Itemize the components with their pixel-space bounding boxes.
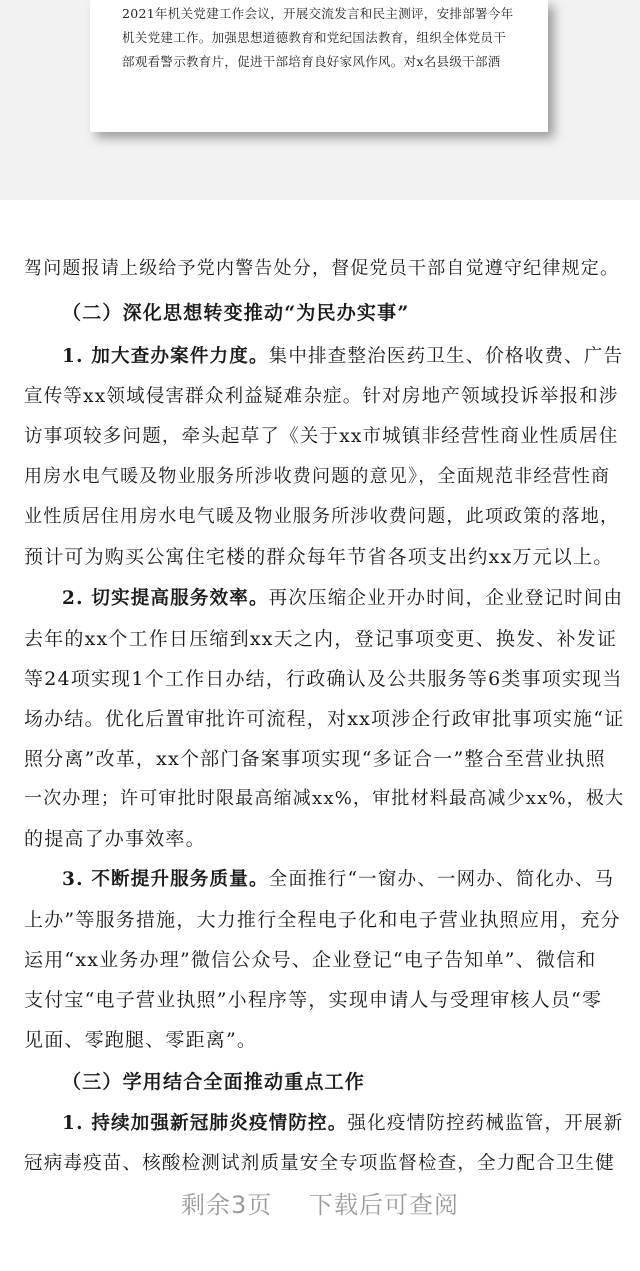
paragraph-line: 驾问题报请上级给予党内警告处分，督促党员干部自觉遵守纪律规定。 — [24, 258, 620, 279]
paragraph-line: 等24项实现1个工作日办结，行政确认及公共服务等6类事项实现当 — [24, 668, 623, 690]
paragraph-line: 见面、零跑腿、零距离”。 — [24, 1029, 258, 1051]
paragraph-line: 上办”等服务措施，大力推行全程电子化和电子营业执照应用，充分 — [24, 909, 621, 931]
paragraph-line: 照分离”改革，xx个部门备案事项实现“多证合一”整合至营业执照 — [24, 748, 606, 770]
section-heading: （二）深化思想转变推动“为民办实事” — [62, 302, 410, 324]
section-heading: （三）学用结合全面推动重点工作 — [62, 1071, 366, 1093]
remaining-pages-label: 剩余3页 — [181, 1191, 273, 1219]
paragraph-line: 场办结。优化后置审批许可流程，对xx项涉企行政审批事项实施“证 — [24, 708, 625, 730]
paragraph-line: 访事项较多问题，牵头起草了《关于xx市城镇非经营性商业性质居住 — [24, 426, 619, 447]
paragraph-line: 1. 加大查办案件力度。集中排查整治医药卫生、价格收费、广告 — [62, 346, 624, 367]
paragraph-line: 的提高了办事效率。 — [24, 828, 206, 850]
remaining-pages-notice[interactable] — [0, 1185, 640, 1225]
paragraph-line: 预计可为购买公寓住宅楼的群众每年节省各项支出约xx万元以上。 — [24, 546, 614, 568]
preview-area — [0, 0, 640, 200]
preview-line: 2021年机关党建工作会议，开展交流发言和民主测评，安排部署今年 — [122, 6, 514, 21]
paragraph-line: 冠病毒疫苗、核酸检测试剂质量安全专项监督检查，全力配合卫生健 — [24, 1153, 616, 1174]
preview-line: 机关党建工作。加强思想道德教育和党纪国法教育，组织全体党员干 — [122, 30, 507, 45]
paragraph-line: 用房水电气暖及物业服务所涉收费问题的意见》，全面规范非经营性商 — [24, 466, 611, 487]
paragraph-line: 1. 持续加强新冠肺炎疫情防控。强化疫情防控药械监管，开展新 — [62, 1113, 624, 1134]
paragraph-line: 宣传等xx领域侵害群众利益疑难杂症。针对房地产领域投诉举报和涉 — [24, 386, 619, 407]
paragraph-line: 3. 不断提升服务质量。全面推行“一窗办、一网办、简化办、马 — [62, 869, 615, 890]
paragraph-line: 支付宝“电子营业执照”小程序等，实现申请人与受理审核人员“零 — [24, 989, 603, 1011]
paragraph-line: 业性质居住用房水电气暖及物业服务所涉收费问题，此项政策的落地， — [24, 506, 620, 527]
preview-line: 部观看警示教育片，促进干部培育良好家风作风。对x名县级干部酒 — [122, 54, 501, 69]
paragraph-line: 2. 切实提高服务效率。再次压缩企业开办时间，企业登记时间由 — [62, 588, 624, 609]
page-preview-card — [90, 0, 548, 132]
paragraph-line: 运用“xx业务办理”微信公众号、企业登记“电子告知单”、微信和 — [24, 949, 597, 971]
download-hint-label: 下载后可查阅 — [308, 1191, 459, 1219]
paragraph-line: 一次办理；许可审批时限最高缩减xx%，审批材料最高减少xx%，极大 — [24, 788, 625, 809]
paragraph-line: 去年的xx个工作日压缩到xx天之内，登记事项变更、换发、补发证 — [24, 628, 618, 650]
